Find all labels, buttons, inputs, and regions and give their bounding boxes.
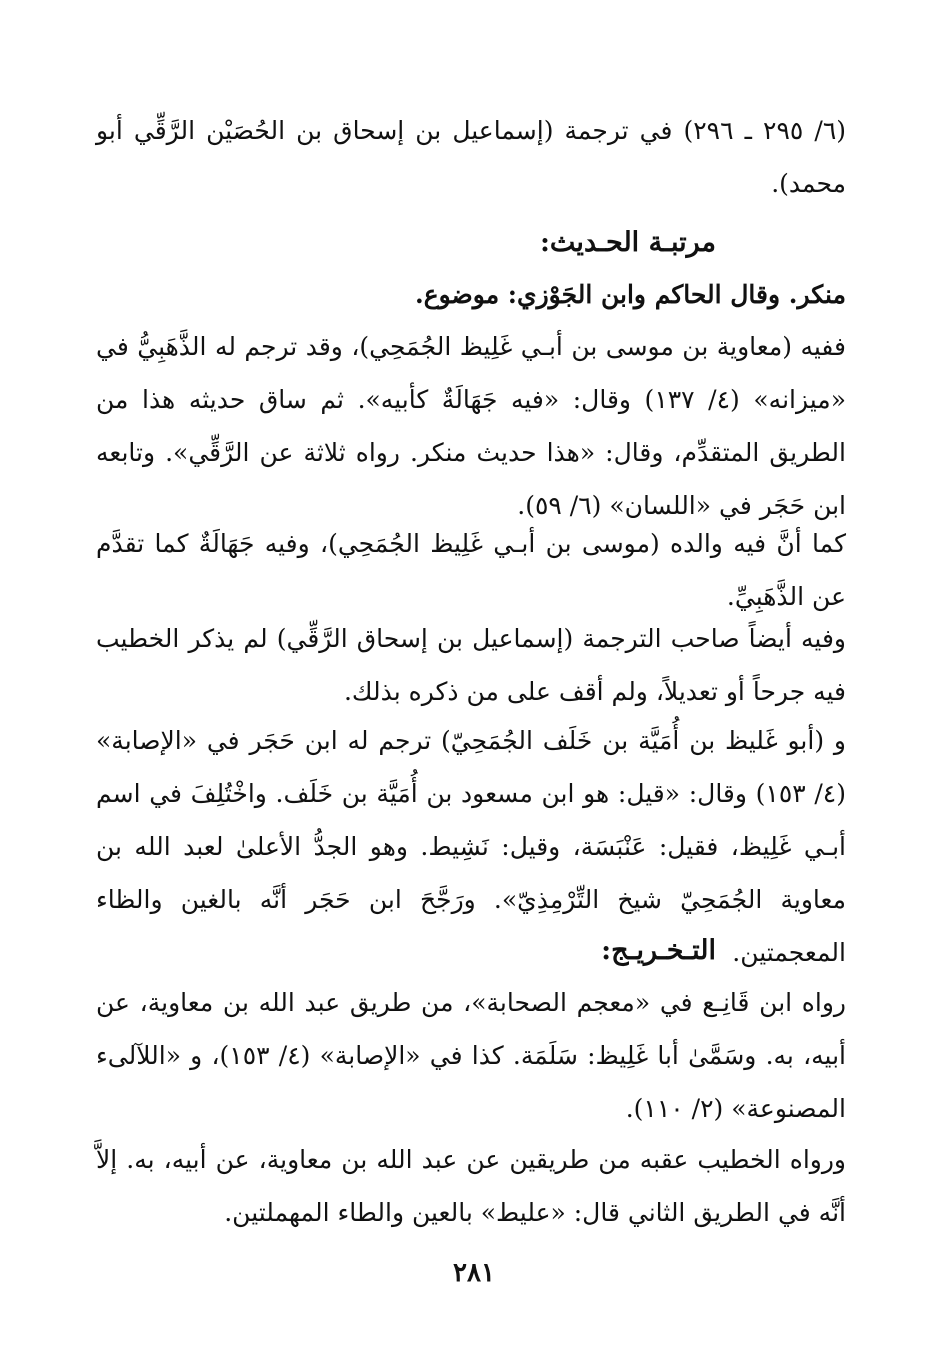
paragraph-ibn-qani: رواه ابن قَانِـع في «معجم الصحابة»، من طريق عبد الله بن معاوية، عن أبيه، به. وسَمَّىٰ أبا غَلِيظ: سَلَمَة. كذا في «الإصابة» (٤/ ١٥٣)، و «اللآلىء المصنوعة» (٢/ ١١٠). xyxy=(96,988,846,1123)
paragraph-ismail: وفيه أيضاً صاحب الترجمة (إسماعيل بن إسحاق الرَّقِّي) لم يذكر الخطيب فيه جرحاً أو تعديلاً، ولم أقف على من ذكره بذلك. xyxy=(96,624,846,706)
paragraph-intro-citation: (٦/ ٢٩٥ ـ ٢٩٦) في ترجمة (إسماعيل بن إسحاق بن الحُصَيْن الرَّقِّي أبو محمد). xyxy=(96,116,847,198)
paragraph-ruling: منكر. وقال الحاكم وابن الجَوْزي: موضوع. xyxy=(415,280,846,309)
page-number: ٢٨١ xyxy=(453,1258,495,1288)
paragraph-abu-ghaleez: و (أبو غَليظ بن أُمَيَّة بن خَلَف الجُمَحِيّ) ترجم له ابن حَجَر في «الإصابة» (٤/ ١٥٣) وقال: «قيل: هو ابن مسعود بن أُمَيَّة بن خَلَف. واخْتُلِفَ في اسم أبـي غَلِيظ، فقيل: عَنْبَسَة، وقيل: نَشِيط. وهو الجدُّ الأعلىٰ لعبد الله بن معاوية الجُمَحِيّ شيخ التِّرْمِذِيّ». ورَجَّحَ ابن حَجَر أنَّه بالغين والظاء المعجمتين. xyxy=(96,726,846,967)
paragraph-muawiya: ففيه (معاوية بن موسى بن أبـي غَلِيظ الجُمَحِي)، وقد ترجم له الذَّهَبِيُّ في «ميزانه» (٤/ ١٣٧) وقال: «فيه جَهَالَةٌ كأبيه». ثم ساق حديثه هذا من الطريق المتقدِّم، وقال: «هذا حديث منكر. رواه ثلاثة عن الرَّقِّي». وتابعه ابن حَجَر في «اللسان» (٦/ ٥٩). xyxy=(96,332,846,520)
paragraph-khatib: ورواه الخطيب عقبه من طريقين عن عبد الله بن معاوية، عن أبيه، به. إلاَّ أنَّه في الطريق الثاني قال: «عليط» بالعين والطاء المهملتين. xyxy=(96,1145,846,1227)
heading-takhrij: التـخـريـج: xyxy=(601,935,716,966)
heading-hadith-rank: مرتبـة الحـديث: xyxy=(539,227,716,258)
paragraph-father-musa: كما أنَّ فيه والده (موسى بن أبـي غَلِيظ الجُمَحِي)، وفيه جَهَالَةٌ كما تقدَّم عن الذَّهَبِيِّ. xyxy=(96,529,846,611)
